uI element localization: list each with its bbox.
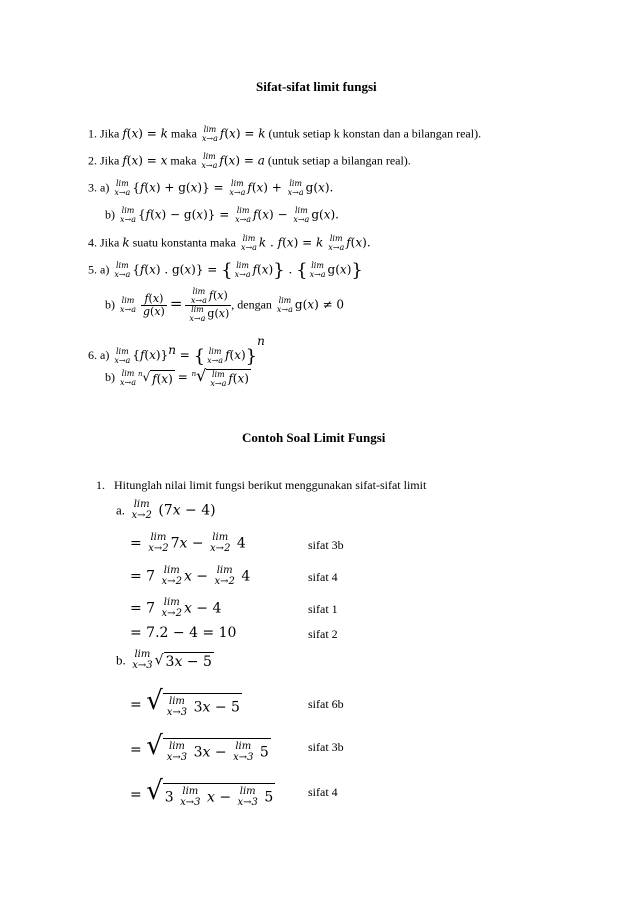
note-a-3: sifat 1: [308, 602, 338, 616]
example-a-result: = 7.2 − 4 = 10: [130, 625, 237, 641]
section-title: Sifat-sifat limit fungsi: [256, 79, 377, 94]
rule-5a: 5. a) lim x→a {f(x) . g(x)} = { lim x→a f(x)} . { lim x→a g(x)}: [88, 260, 363, 281]
note-a-2: sifat 4: [308, 570, 338, 584]
rule-2: 2. Jika f(x) = x maka lim x→a f(x) = a (untuk setiap a bilangan real).: [88, 152, 411, 170]
rule-1: 1. Jika f(x) = k maka lim x→a f(x) = k (untuk setiap k konstan dan a bilangan real).: [88, 125, 482, 143]
question: 1. Hitunglah nilai limit fungsi berikut menggunakan sifat-sifat limit: [96, 478, 427, 492]
rule-6a: 6. a) lim x→a $\{f(x)\}^n$ = { lim x→a f(x)}$^n$: [88, 334, 265, 367]
rule-4: 4. Jika k suatu konstanta maka lim x→a k . f(x) = k lim x→a f(x).: [88, 234, 371, 252]
note-a-1: sifat 3b: [308, 538, 344, 552]
example-b-step-1: = √ lim x→3 3x − 5: [130, 686, 240, 718]
note-b-1: sifat 6b: [308, 697, 344, 711]
example-b-step-3: = √ 3 lim x→3 x − lim x→3 5: [130, 776, 274, 808]
note-a-4: sifat 2: [308, 627, 338, 641]
example-a-step-1: = lim x→2 7x − lim x→2 4: [130, 532, 246, 554]
rule-3b: b) lim x→a {f(x) − g(x)} = lim x→a f(x) − lim x→a g(x).: [105, 206, 339, 224]
rule-6b: b) lim x→a $^n$√ f(x) = $^n$√ lim x→a f(x): [105, 366, 249, 388]
note-b-3: sifat 4: [308, 785, 338, 799]
example-a-step-3: = 7 lim x→2 x − 4: [130, 597, 222, 619]
note-b-2: sifat 3b: [308, 740, 344, 754]
example-a-step-2: = 7 lim x→2 x − lim x→2 4: [130, 565, 251, 587]
rule-3a: 3. a) lim x→a {f(x) + g(x)} = lim x→a f(x) + lim x→a g(x).: [88, 179, 334, 197]
section-title-example: Contoh Soal Limit Fungsi: [242, 430, 386, 445]
example-b: b. lim x→3 √ 3x − 5: [116, 649, 212, 671]
example-b-step-2: = √ lim x→3 3x − lim x→3 5: [130, 731, 269, 763]
example-a: a. lim x→2 (7x − 4): [116, 499, 216, 521]
rule-5b: b) lim x→a $\frac{f(x)}{g(x)}$ = lim x→a f(x) lim x→a g(x) , dengan lim x→a g(x) ≠ 0: [105, 287, 345, 323]
